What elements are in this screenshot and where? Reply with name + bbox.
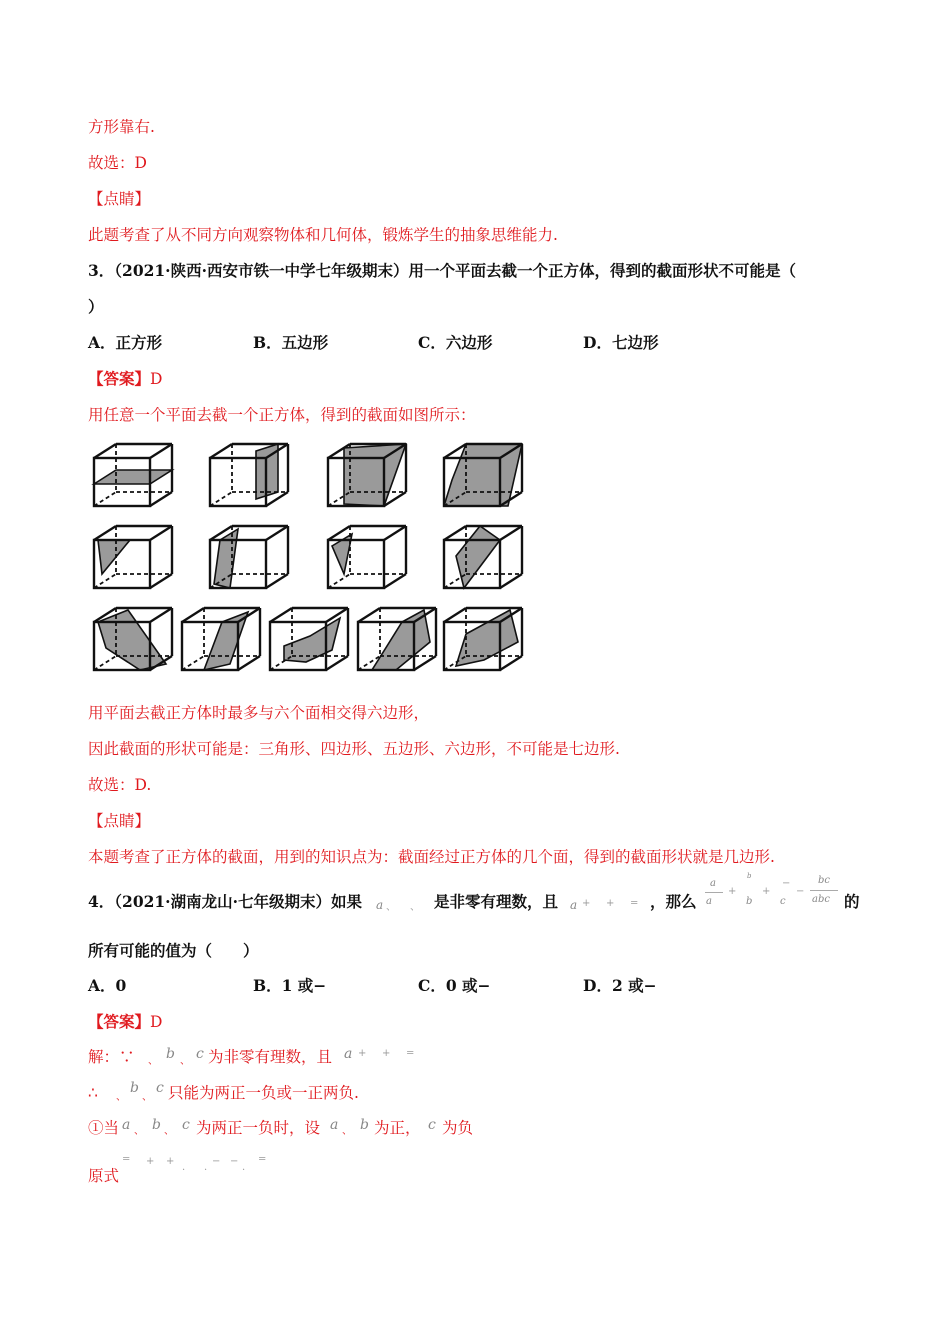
s3-c: c — [182, 1117, 190, 1133]
q3-note-label: 【点睛】 — [88, 812, 151, 830]
s3-sep2: 、 — [164, 1126, 174, 1137]
q3-option-d: D．七边形 — [583, 333, 659, 352]
q3-answer — [88, 369, 162, 389]
q4-answer — [88, 1012, 162, 1032]
s3-a: a — [122, 1117, 131, 1133]
expr-plus1: + — [728, 886, 737, 897]
s4-plus1: + — [146, 1156, 155, 1167]
s1-cond-a: a — [344, 1046, 353, 1062]
cube-3 — [328, 444, 406, 506]
q4-option-a: A．0 — [88, 976, 127, 995]
q3-solution-1: 用任意一个平面去截一个正方体，得到的截面如图所示： — [88, 406, 476, 424]
s4-minus1: − — [212, 1156, 221, 1167]
s2-c: c — [156, 1080, 164, 1096]
q4-stem-b: 是非零有理数，且 — [434, 892, 559, 911]
cube-6 — [210, 526, 288, 588]
s3-b: b — [152, 1117, 161, 1133]
cube-13 — [444, 608, 522, 670]
note-text: 此题考查了从不同方向观察物体和几何体，锻炼学生的抽象思维能力. — [88, 226, 558, 244]
answer-value: D — [150, 370, 163, 388]
cube-11 — [270, 608, 348, 670]
s4-dot3: . — [242, 1162, 246, 1173]
answer-label: 【答案】 — [88, 369, 151, 388]
q4-cond-a: a — [570, 898, 578, 912]
q4-stem-a: 4．（2021·湖南龙山·七年级期末）如果 — [88, 892, 362, 911]
q4-solution-3c: 为正， — [374, 1119, 421, 1137]
q4-solution-1b: 为非零有理数，且 — [208, 1048, 333, 1066]
cube-7 — [328, 526, 406, 588]
s3-sep1: 、 — [134, 1126, 144, 1137]
q3-solution-3: 因此截面的形状可能是：三角形、四边形、五边形、六边形，不可能是七边形. — [88, 740, 620, 758]
q4-solution-1a: 解：∵ — [88, 1048, 135, 1066]
expr-minus: − — [796, 886, 805, 897]
q3-stem-close: ） — [88, 297, 104, 316]
q4-cond-eq: = — [630, 898, 639, 909]
s4-plus2: + — [166, 1156, 175, 1167]
cube-1 — [94, 444, 172, 506]
cube-12 — [358, 608, 436, 670]
s1-sep2: 、 — [180, 1056, 190, 1067]
q4-solution-3b: 为两正一负时，设 — [196, 1119, 321, 1137]
q4-stem-d: 的 — [844, 892, 860, 911]
q4-cond-plus1: + — [582, 898, 591, 909]
q4-option-c: C．0 或− — [418, 976, 491, 995]
q3-stem: 3．（2021·陕西·西安市铁一中学七年级期末）用一个平面去截一个正方体，得到的截面形状不可能是（ — [88, 261, 796, 280]
frac2-num: b — [747, 872, 752, 880]
s1-sep1: 、 — [148, 1056, 158, 1067]
q4-solution-3d: 为负 — [442, 1119, 474, 1137]
q3-solution-2: 用平面去截正方体时最多与六个面相交得六边形， — [88, 704, 430, 722]
s1-cond-plus2: + — [382, 1048, 391, 1059]
cube-cross-sections-figure — [88, 438, 548, 680]
q3-choose: 故选：D. — [88, 776, 152, 794]
frac1-num: a — [710, 878, 716, 889]
q3-note-text: 本题考查了正方体的截面，用到的知识点为：截面经过正方体的几个面，得到的截面形状就是几边形. — [88, 848, 775, 866]
q4-solution-2a: ∴ — [88, 1084, 98, 1102]
s3-set-b: b — [360, 1117, 369, 1133]
cube-2 — [210, 444, 288, 506]
answer-value: D — [150, 1013, 163, 1031]
cube-9 — [94, 608, 172, 670]
answer-continuation: 方形靠右. — [88, 118, 155, 136]
q4-var-a: a — [376, 898, 384, 912]
s1-c: c — [196, 1046, 204, 1062]
s3-set-c: c — [428, 1117, 436, 1133]
answer-label: 【答案】 — [88, 1012, 151, 1031]
s2-sep1: 、 — [116, 1092, 126, 1103]
choose-line: 故选：D — [88, 154, 147, 172]
s1-cond-plus1: + — [358, 1048, 367, 1059]
s3-set-a: a — [330, 1117, 339, 1133]
s2-sep2: 、 — [142, 1092, 152, 1103]
s4-dot1: . — [182, 1162, 186, 1173]
q4-sep-2: 、 — [410, 902, 420, 913]
s1-b: b — [166, 1046, 175, 1062]
frac2-den: b — [746, 896, 753, 907]
expr-plus2: + — [762, 886, 771, 897]
q3-option-c: C．六边形 — [418, 333, 493, 352]
q4-stem-2: 所有可能的值为（ ） — [88, 941, 259, 960]
s1-cond-eq: = — [406, 1048, 415, 1059]
frac4-den: abc — [812, 894, 830, 905]
cube-5 — [94, 526, 172, 588]
q4-option-b: B．1 或− — [253, 976, 327, 995]
cube-8 — [444, 526, 522, 588]
q4-solution-3a: ①当 — [88, 1119, 120, 1137]
q4-option-d: D．2 或− — [583, 976, 657, 995]
s4-eq2: = — [258, 1154, 267, 1165]
frac1-den: a — [706, 896, 712, 907]
frac1-bar — [705, 892, 723, 893]
q3-option-a: A．正方形 — [88, 333, 163, 352]
frac3-den: c — [780, 896, 786, 907]
s2-b: b — [130, 1080, 139, 1096]
q4-solution-4: 原式 — [88, 1167, 120, 1185]
frac3-num: − — [782, 878, 791, 889]
s3-sep3: 、 — [342, 1126, 352, 1137]
s4-minus2: − — [230, 1156, 239, 1167]
q4-cond-plus2: + — [606, 898, 615, 909]
q4-sep-1: 、 — [386, 902, 396, 913]
q4-stem-c: ，那么 — [650, 892, 697, 911]
frac4-num: bc — [818, 875, 831, 886]
frac4-bar — [810, 890, 838, 891]
q4-solution-2b: 只能为两正一负或一正两负. — [168, 1084, 359, 1102]
note-label: 【点睛】 — [88, 190, 151, 208]
cube-4 — [444, 444, 522, 506]
s4-eq1: = — [122, 1154, 131, 1165]
q3-option-b: B．五边形 — [253, 333, 329, 352]
cube-10 — [182, 608, 260, 670]
s4-dot2: . — [204, 1162, 208, 1173]
